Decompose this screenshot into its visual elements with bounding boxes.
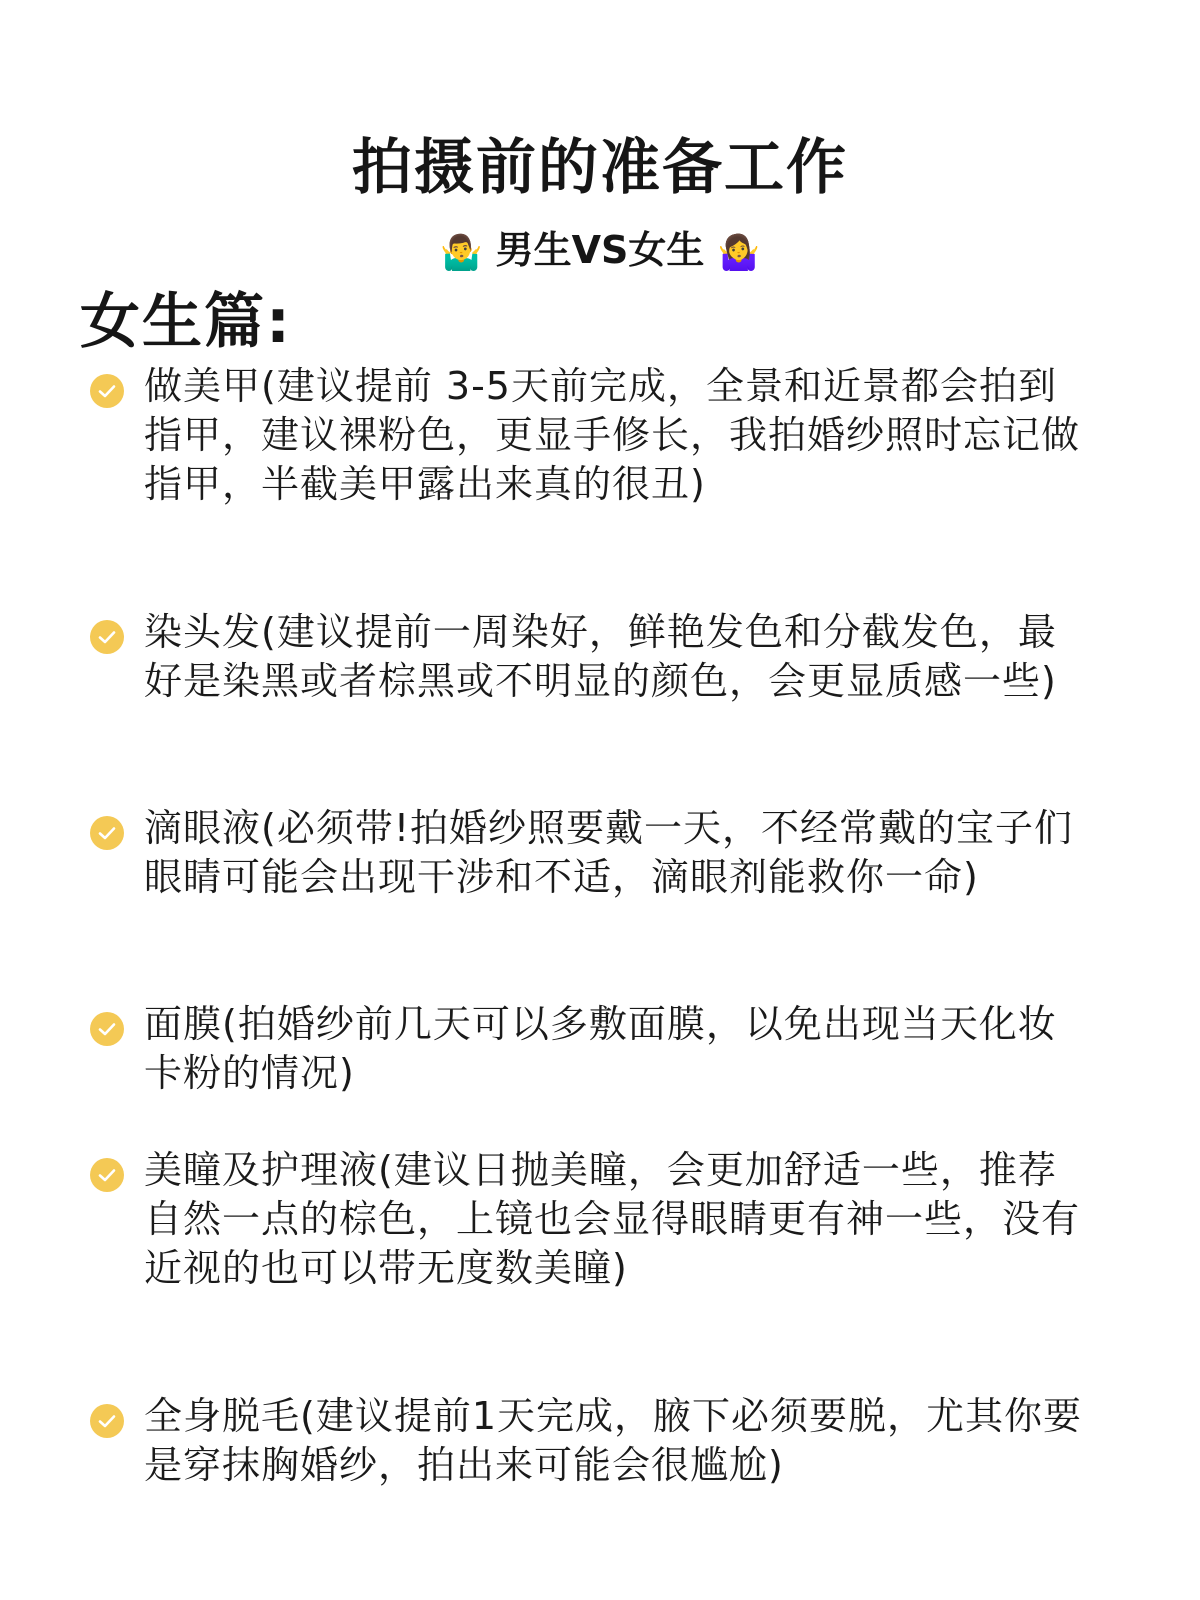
checklist-item-text: 全身脱毛(建议提前1天完成，腋下必须要脱，尤其你要是穿抹胸婚纱，拍出来可能会很尴尬) xyxy=(144,1394,1083,1487)
checklist-item-text: 滴眼液(必须带!拍婚纱照要戴一天，不经常戴的宝子们眼睛可能会出现干涉和不适，滴眼剂能救你一命) xyxy=(144,806,1074,899)
checklist-item-text: 面膜(拍婚纱前几天可以多敷面膜，以免出现当天化妆卡粉的情况) xyxy=(144,1002,1057,1095)
check-circle-icon xyxy=(90,374,124,408)
subtitle-text: 男生VS女生 xyxy=(495,228,705,272)
page-subtitle xyxy=(0,222,1200,281)
woman-shrugging-icon: 🤷‍♀️ xyxy=(717,232,760,273)
checklist-item-text: 美瞳及护理液(建议日抛美瞳，会更加舒适一些，推荐自然一点的棕色，上镜也会显得眼睛更有神一些，没有近视的也可以带无度数美瞳) xyxy=(144,1148,1081,1290)
page-title: 拍摄前的准备工作 xyxy=(352,133,848,203)
section-heading: 女生篇: xyxy=(80,287,292,357)
man-shrugging-icon: 🤷‍♂️ xyxy=(440,232,483,273)
check-circle-icon xyxy=(90,1012,124,1046)
check-circle-icon xyxy=(90,1158,124,1192)
check-circle-icon xyxy=(90,620,124,654)
check-circle-icon xyxy=(90,1404,124,1438)
check-circle-icon xyxy=(90,816,124,850)
checklist-item-text: 染头发(建议提前一周染好，鲜艳发色和分截发色，最好是染黑或者棕黑或不明显的颜色，会更显质感一些) xyxy=(144,610,1057,703)
checklist-item-text: 做美甲(建议提前 3-5天前完成，全景和近景都会拍到指甲，建议裸粉色，更显手修长，我拍婚纱照时忘记做指甲，半截美甲露出来真的很丑) xyxy=(144,364,1081,506)
